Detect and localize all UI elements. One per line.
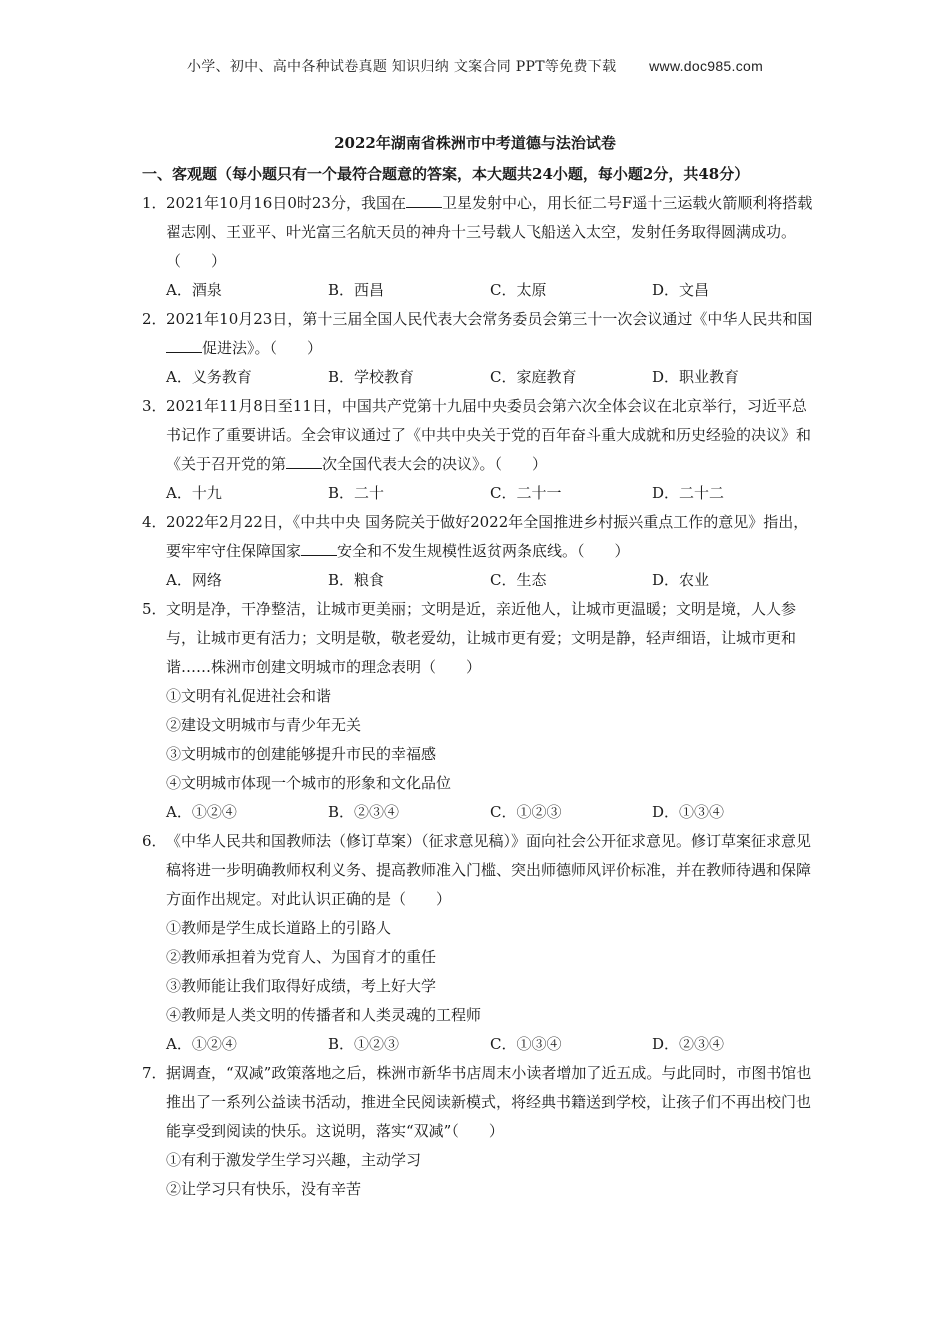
answer-blank: [286, 452, 322, 469]
question-7: [142, 1059, 814, 1204]
question-number: 1．: [142, 194, 167, 212]
option-c: C．①③④: [490, 1035, 562, 1053]
statement-item: ④教师是人类文明的传播者和人类灵魂的工程师: [166, 1006, 482, 1024]
options-row: [142, 566, 814, 595]
question-stem: 5．文明是净，干净整洁，让城市更美丽；文明是近，亲近他人，让城市更温暖；文明是境，人人参与，让城市更有活力；文明是敬，敬老爱幼，让城市更有爱；文明是静，轻声细语，让城市更和谐……株洲市创建文明城市的理念表明（ ）: [142, 595, 814, 682]
option-b: B．②③④: [328, 803, 400, 821]
option-c: C．二十一: [490, 484, 562, 502]
option-d: D．文昌: [652, 281, 710, 299]
question-stem: 6．《中华人民共和国教师法（修订草案）（征求意见稿）》面向社会公开征求意见。修订草案征求意见稿将进一步明确教师权利义务、提高教师准入门槛、突出师德师风评价标准，并在教师待遇和保障方面作出规定。对此认识正确的是（ ）: [142, 827, 814, 914]
answer-blank: [301, 539, 337, 556]
option-d: D．职业教育: [652, 368, 740, 386]
option-a: A．①②④: [166, 1035, 237, 1053]
statement-item: ④文明城市体现一个城市的形象和文化品位: [166, 774, 452, 792]
answer-blank: [166, 336, 202, 353]
option-c: C．家庭教育: [490, 368, 577, 386]
question-stem: 1．2021年10月16日0时23分，我国在 卫星发射中心，用长征二号F遥十三运载火箭顺利将搭载翟志刚、王亚平、叶光富三名航天员的神舟十三号载人飞船送入太空，发射任务取得圆满成功。（ ）: [142, 189, 814, 276]
option-d: D．①③④: [652, 803, 725, 821]
options-row: [142, 479, 814, 508]
option-d: D．二十二: [652, 484, 725, 502]
question-number: 4．: [142, 513, 167, 531]
option-d: D．②③④: [652, 1035, 725, 1053]
option-c: C．太原: [490, 281, 547, 299]
option-b: B．二十: [328, 484, 385, 502]
question-4: [142, 508, 814, 595]
option-d: D．农业: [652, 571, 710, 589]
options-row: [142, 363, 814, 392]
option-c: C．①②③: [490, 803, 562, 821]
option-a: A．网络: [166, 571, 222, 589]
statement-item: ①文明有礼促进社会和谐: [166, 687, 332, 705]
exam-content: [142, 160, 814, 1204]
option-a: A．①②④: [166, 803, 237, 821]
page-header: [0, 56, 950, 76]
question-stem: 3．2021年11月8日至11日，中国共产党第十九届中央委员会第六次全体会议在北京举行，习近平总书记作了重要讲话。全会审议通过了《中共中央关于党的百年奋斗重大成就和历史经验的决议》和《关于召开党的第 次全国代表大会的决议》。（ ）: [142, 392, 814, 479]
option-c: C．生态: [490, 571, 547, 589]
answer-blank: [406, 191, 442, 208]
options-row: [142, 276, 814, 305]
question-stem: 2．2021年10月23日，第十三届全国人民代表大会常务委员会第三十一次会议通过《中华人民共和国促进法》。（ ）: [142, 305, 814, 363]
question-2: [142, 305, 814, 392]
statement-item: ③教师能让我们取得好成绩，考上好大学: [166, 977, 437, 995]
option-b: B．①②③: [328, 1035, 400, 1053]
question-number: 3．: [142, 397, 167, 415]
option-a: A．义务教育: [166, 368, 252, 386]
exam-title: 2022年湖南省株洲市中考道德与法治试卷: [334, 134, 616, 152]
question-number: 2．: [142, 310, 167, 328]
question-number: 7．: [142, 1064, 167, 1082]
question-number: 5．: [142, 600, 167, 618]
question-number: 6．: [142, 832, 167, 850]
option-a: A．酒泉: [166, 281, 222, 299]
options-row: [142, 798, 814, 827]
section-heading: 一、客观题（每小题只有一个最符合题意的答案，本大题共24小题，每小题2分，共48分）: [142, 165, 750, 183]
options-row: [142, 1030, 814, 1059]
header-text: 小学、初中、高中各种试卷真题 知识归纳 文案合同 PPT等免费下载: [186, 59, 617, 75]
option-b: B．西昌: [328, 281, 385, 299]
header-site-link[interactable]: www.doc985.com: [649, 58, 764, 74]
statement-item: ③文明城市的创建能够提升市民的幸福感: [166, 745, 437, 763]
option-b: B．粮食: [328, 571, 385, 589]
question-5: [142, 595, 814, 827]
statement-item: ①有利于激发学生学习兴趣，主动学习: [166, 1151, 422, 1169]
question-stem: 7．据调查，“双减”政策落地之后，株洲市新华书店周末小读者增加了近五成。与此同时，市图书馆也推出了一系列公益读书活动，推进全民阅读新模式，将经典书籍送到学校，让孩子们不再出校门也能享受到阅读的快乐。这说明，落实“双减”（ ）: [142, 1059, 814, 1146]
statement-item: ②建设文明城市与青少年无关: [166, 716, 362, 734]
statement-item: ②教师承担着为党育人、为国育才的重任: [166, 948, 437, 966]
statement-item: ②让学习只有快乐，没有辛苦: [166, 1180, 362, 1198]
option-a: A．十九: [166, 484, 222, 502]
question-stem: 4．2022年2月22日，《中共中央 国务院关于做好2022年全国推进乡村振兴重点工作的意见》指出，要牢牢守住保障国家 安全和不发生规模性返贫两条底线。（ ）: [142, 508, 814, 566]
question-6: [142, 827, 814, 1059]
question-1: [142, 189, 814, 305]
statement-item: ①教师是学生成长道路上的引路人: [166, 919, 392, 937]
question-3: [142, 392, 814, 508]
option-b: B．学校教育: [328, 368, 415, 386]
